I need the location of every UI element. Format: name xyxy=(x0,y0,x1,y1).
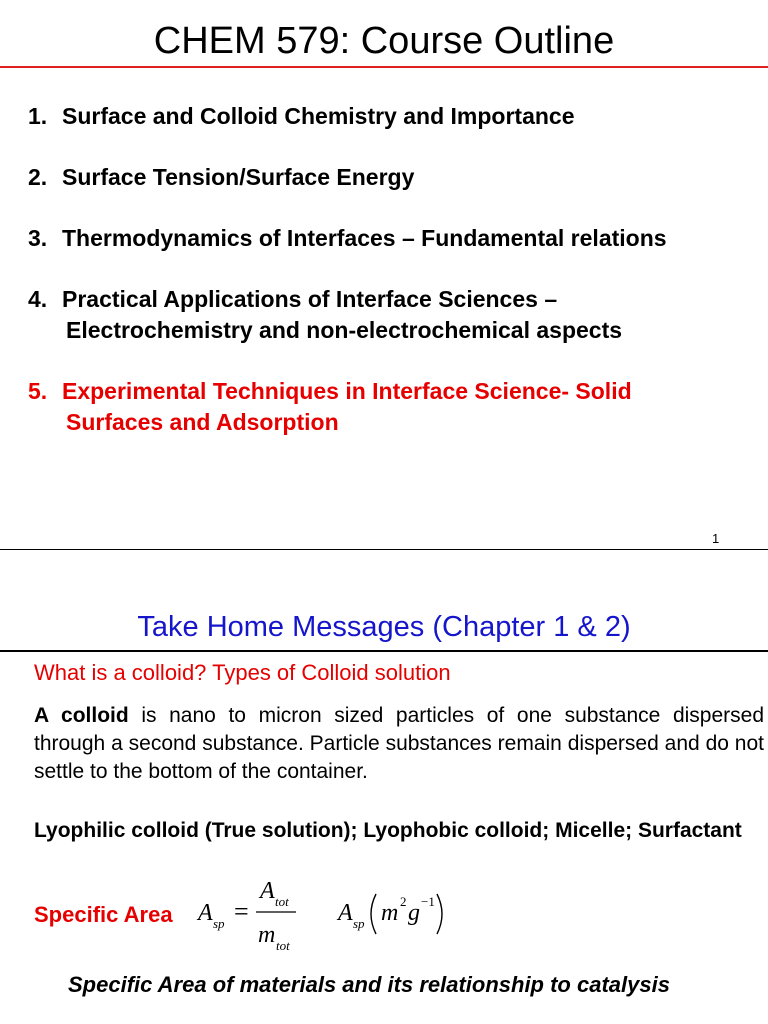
slide1-title-rule xyxy=(0,66,768,68)
definition-text: is nano to micron sized particles of one substance dispersed through a second substance. Particle substances remain dispersed and do not settle to the bottom of the container. xyxy=(34,704,764,783)
formula-units-g-exp: −1 xyxy=(421,894,435,909)
specific-area-formula xyxy=(190,870,460,960)
formula-numerator-base: A xyxy=(260,878,275,904)
outline-item-number: 5. xyxy=(28,378,48,404)
outline-item-text: Practical Applications of Interface Sciences – xyxy=(62,286,558,312)
outline-item-text-continued: Electrochemistry and non-electrochemical aspects xyxy=(66,317,623,343)
slide-divider xyxy=(0,549,768,550)
outline-item-5 xyxy=(28,376,632,438)
slide2-subtitle: What is a colloid? Types of Colloid solution xyxy=(34,660,451,685)
page-number: 1 xyxy=(712,531,720,546)
formula-numerator-sub: tot xyxy=(275,894,289,909)
formula-lhs-sub: sp xyxy=(213,916,225,931)
outline-item-text: Thermodynamics of Interfaces – Fundamental relations xyxy=(62,225,667,251)
outline-item-1 xyxy=(28,101,575,132)
outline-item-3 xyxy=(28,223,667,254)
formula-left-paren xyxy=(371,894,376,934)
outline-item-text: Surface and Colloid Chemistry and Importance xyxy=(62,103,575,129)
formula-units-m: m xyxy=(381,900,399,926)
formula-equals: = xyxy=(234,897,249,926)
colloid-definition xyxy=(34,702,764,786)
formula-denominator-base: m xyxy=(258,922,276,948)
slide2-footer-note: Specific Area of materials and its relationship to catalysis xyxy=(68,972,670,997)
formula-units-g: g xyxy=(408,900,420,926)
outline-item-number: 3. xyxy=(28,225,48,251)
outline-item-number: 1. xyxy=(28,103,48,129)
formula-units-base: A xyxy=(338,900,353,926)
formula-right-paren xyxy=(437,894,442,934)
formula-denominator-sub: tot xyxy=(276,938,290,953)
definition-term: A colloid xyxy=(34,704,129,727)
formula-units-sub: sp xyxy=(353,916,365,931)
formula-units-m-exp: 2 xyxy=(400,894,407,909)
outline-item-2 xyxy=(28,162,414,193)
specific-area-label: Specific Area xyxy=(34,902,173,927)
outline-item-text: Experimental Techniques in Interface Science- Solid xyxy=(62,378,632,404)
outline-item-text-continued: Surfaces and Adsorption xyxy=(66,409,339,435)
outline-item-4 xyxy=(28,284,622,346)
colloid-types: Lyophilic colloid (True solution); Lyophobic colloid; Micelle; Surfactant xyxy=(34,819,742,842)
formula-lhs-base: A xyxy=(198,900,213,926)
slide1-title: CHEM 579: Course Outline xyxy=(153,20,615,62)
slide2-title-rule xyxy=(0,650,768,652)
outline-item-number: 4. xyxy=(28,286,48,312)
outline-item-number: 2. xyxy=(28,164,48,190)
slide2-title: Take Home Messages (Chapter 1 & 2) xyxy=(137,611,631,643)
outline-item-text: Surface Tension/Surface Energy xyxy=(62,164,415,190)
